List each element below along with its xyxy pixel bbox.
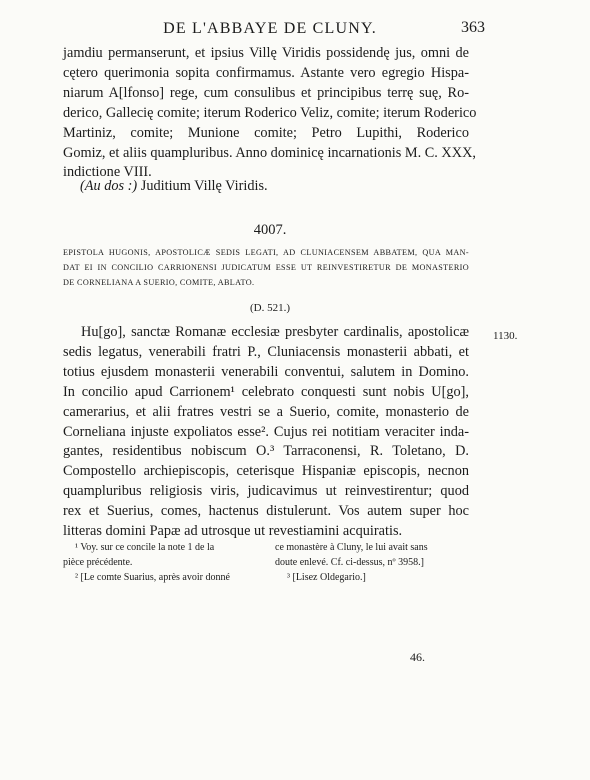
text-line: Compostello archiepiscopis, ceterisque Hispaniæ episcopis, necnon — [63, 463, 469, 480]
text-line: derico, Gallecię comite; iterum Roderico Veliz, comite; iterum Roderico — [63, 104, 477, 121]
body-paragraph — [63, 323, 469, 542]
margin-date: 1130. — [493, 330, 518, 342]
footnotes-left-column — [63, 540, 261, 585]
text-line: quampluribus religiosis viris, judicavimus ut reinvestirentur; quod — [63, 483, 469, 500]
footnote-line: ³ [Lisez Oldegario.] — [287, 572, 366, 583]
endorsement-text: Juditium Villę Viridis. — [140, 178, 268, 194]
text-line: litteras domini Papæ ad utrosque ut revestiamini acquiratis. — [63, 523, 403, 540]
printer-signature: 46. — [410, 650, 425, 664]
text-line: cętero querimonia sopita confirmamus. Astante vero egregio Hispa- — [63, 64, 469, 81]
text-line: Hu[go], sanctæ Romanæ ecclesiæ presbyter cardinalis, apostolicæ — [81, 324, 469, 340]
text-line: camerarius, et alii fratres vestri se a Suerio, comite, monasterio de — [63, 403, 469, 420]
heading-line: EPISTOLA HUGONIS, APOSTOLICÆ SEDIS LEGATI, AD CLUNIACENSEM ABBATEM, QUA MAN- — [63, 248, 469, 257]
text-line: indictione VIII. — [63, 164, 152, 181]
text-line: sedis legatus, venerabili fratri P., Cluniacensis monasterii abbati, et — [63, 343, 469, 360]
footnote-line: pièce précédente. — [63, 557, 133, 568]
heading-line: DE CORNELIANA A SUERIO, COMITE, ABLATO. — [63, 278, 255, 288]
text-line: rex et Suerius, comes, hactenus distulerunt. Vos autem super hoc — [63, 503, 469, 520]
heading-line: DAT EI IN CONCILIO CARRIONENSI JUDICATUM ESSE UT REINVESTIRETUR DE MONASTERIO — [63, 263, 469, 273]
endorsement-label: (Au dos :) — [80, 178, 138, 194]
text-line: Martiniz, comite; Munione comite; Petro Lupithi, Roderico — [63, 124, 469, 141]
footnote-line: ce monastère à Cluny, le lui avait sans — [275, 542, 428, 553]
source-reference: (D. 521.) — [249, 302, 291, 314]
page-number: 363 — [461, 19, 485, 36]
text-line: jamdiu permanserunt, et ipsius Villę Viridis possidendę jus, omni de — [63, 45, 469, 61]
footnote-line: doute enlevé. Cf. ci-dessus, nº 3958.] — [275, 557, 424, 568]
top-paragraph — [63, 44, 477, 183]
running-head: DE L'ABBAYE DE CLUNY. — [163, 20, 377, 37]
text-line: Corneliana injuste expoliatos esse². Cujus rei notitiam veraciter inda- — [63, 423, 469, 440]
text-line: In concilio apud Carrionem¹ celebrato conquesti sunt nobis U[go], — [63, 383, 469, 400]
text-line: Gomiz, et aliis quampluribus. Anno dominicę incarnationis M. C. XXX, — [63, 144, 476, 161]
footnotes-right-column — [275, 540, 473, 585]
text-line: niarum A[lfonso] rege, cum consulibus et principibus terrę suę, Ro- — [63, 84, 469, 101]
document-heading — [63, 245, 469, 291]
text-line: gantes, residentibus nobiscum O.³ Tarraconensi, R. Toletano, D. — [63, 443, 469, 460]
text-line: totius ejusdem monasterii venerabili conventui, salutem in Domino. — [63, 363, 469, 380]
footnote-line: ¹ Voy. sur ce concile la note 1 de la — [75, 542, 215, 553]
document-number: 4007. — [253, 222, 287, 238]
footnote-line: ² [Le comte Suarius, après avoir donné — [75, 572, 230, 583]
endorsement — [80, 178, 268, 195]
